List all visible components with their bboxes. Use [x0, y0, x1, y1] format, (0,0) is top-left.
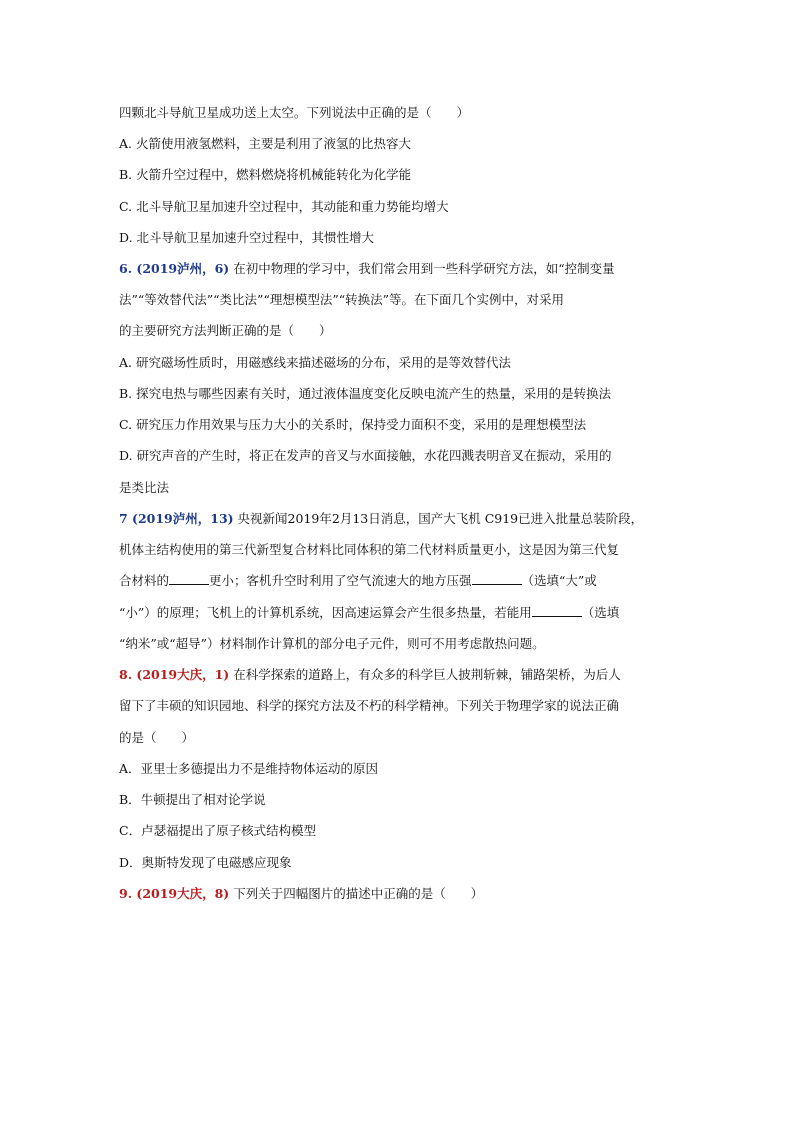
q7-source: 7 (2019泸州，13) [119, 511, 234, 526]
q6-source: 6. (2019泸州，6) [119, 261, 230, 276]
q7-stem-3a: 合材料的 [119, 573, 170, 588]
q7-stem-3c: （选填“大”或 [521, 573, 597, 588]
q8-option-a: A．亚里士多德提出力不是维持物体运动的原因 [119, 761, 379, 776]
q7-stem-line-1 [119, 511, 643, 527]
answer-blank-3[interactable] [532, 605, 582, 617]
q6-option-a: A. 研究磁场性质时，用磁感线来描述磁场的分布，采用的是等效替代法 [119, 355, 511, 370]
q8-stem-line-3: 的是（ ） [119, 730, 195, 745]
answer-blank-1[interactable] [169, 573, 209, 585]
q9-stem-line-1 [119, 886, 483, 902]
q8-option-c: C．卢瑟福提出了原子核式结构模型 [119, 823, 317, 838]
q8-stem-line-1 [119, 667, 621, 683]
answer-blank-2[interactable] [472, 573, 522, 585]
q6-stem-line-3: 的主要研究方法判断正确的是（ ） [119, 323, 332, 338]
q6-option-d-tail: 是类比法 [119, 480, 170, 495]
q6-stem-line-1 [119, 261, 615, 277]
q7-stem-1: 央视新闻2019年2月13日消息，国产大飞机 C919已进入批量总装阶段， [233, 511, 644, 526]
q7-stem-4a: “小”）的原理；飞机上的计算机系统，因高速运算会产生很多热量，若能用 [119, 605, 532, 620]
q7-stem-line-4 [119, 605, 619, 621]
q6-option-d: D. 研究声音的产生时，将正在发声的音叉与水面接触，水花四溅表明音叉在振动，采用的 [119, 448, 612, 463]
q5-option-d: D. 北斗导航卫星加速升空过程中，其惯性增大 [119, 230, 375, 245]
q6-option-b: B. 探究电热与哪些因素有关时，通过液体温度变化反映电流产生的热量，采用的是转换法 [119, 386, 612, 401]
q7-stem-4b: （选填 [581, 605, 620, 620]
q8-source: 8. (2019大庆，1) [119, 667, 230, 682]
q5-option-a: A. 火箭使用液氢燃料，主要是利用了液氢的比热容大 [119, 136, 411, 151]
q6-stem-line-2: 法”“等效替代法”“类比法”“理想模型法”“转换法”等。在下面几个实例中，对采用 [119, 292, 565, 307]
q8-stem-1: 在科学探索的道路上，有众多的科学巨人披荆斩棘，铺路架桥，为后人 [229, 667, 621, 682]
q6-stem-1: 在初中物理的学习中，我们常会用到一些科学研究方法，如“控制变量 [229, 261, 615, 276]
q8-option-d: D．奥斯特发现了电磁感应现象 [119, 855, 292, 870]
q5-option-c: C. 北斗导航卫星加速升空过程中，其动能和重力势能均增大 [119, 199, 449, 214]
q6-option-c: C. 研究压力作用效果与压力大小的关系时，保持受力面积不变，采用的是理想模型法 [119, 417, 587, 432]
q5-stem-tail: 四颗北斗导航卫星成功送上太空。下列说法中正确的是（ ） [119, 105, 470, 120]
q7-stem-line-3 [119, 573, 597, 589]
q7-stem-3b: 更小；客机升空时利用了空气流速大的地方压强 [209, 573, 472, 588]
q9-source: 9. (2019大庆，8) [119, 886, 230, 901]
q9-stem: 下列关于四幅图片的描述中正确的是（ ） [229, 886, 484, 901]
q7-stem-line-2: 机体主结构使用的第三代新型复合材料比同体积的第二代材料质量更小，这是因为第三代复 [119, 542, 620, 557]
q7-stem-line-5: “纳米”或“超导”）材料制作计算机的部分电子元件，则可不用考虑散热问题。 [119, 636, 545, 651]
q8-stem-line-2: 留下了丰硕的知识园地、科学的探究方法及不朽的科学精神。下列关于物理学家的说法正确 [119, 698, 620, 713]
q8-option-b: B．牛顿提出了相对论学说 [119, 792, 266, 807]
q5-option-b: B. 火箭升空过程中，燃料燃烧将机械能转化为化学能 [119, 167, 412, 182]
